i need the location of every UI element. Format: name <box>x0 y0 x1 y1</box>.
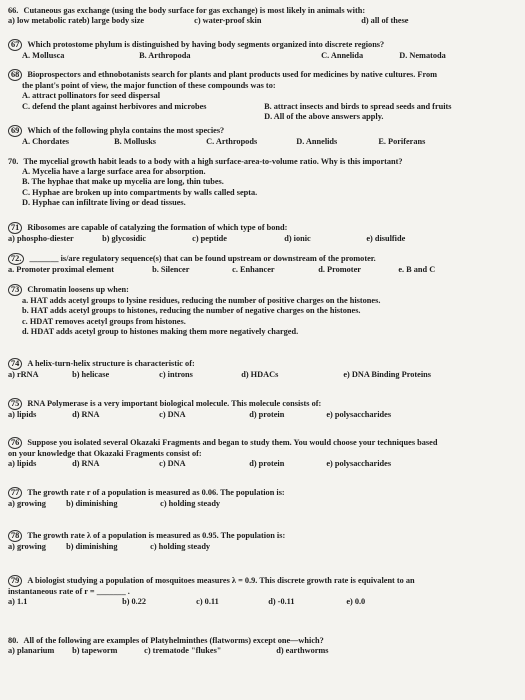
question-75 <box>8 398 520 420</box>
option-c: c) DNA <box>159 410 186 420</box>
question-stem: Which protostome phylum is distinguished by having body segments organized into discrete regions? <box>27 40 385 49</box>
option-b: B. Mollusks <box>114 137 157 147</box>
question-73 <box>8 284 520 337</box>
option-a: A. Mollusca <box>22 51 65 61</box>
question-number: 67 <box>8 39 22 51</box>
question-number: 76 <box>8 437 22 449</box>
option-c: c) trematode "flukes" <box>144 646 222 656</box>
question-number: 72. <box>8 253 24 265</box>
question-number: 77 <box>8 487 22 499</box>
option-c: C. defend the plant against herbivores and microbes <box>22 101 207 111</box>
options-row <box>8 137 520 147</box>
question-71 <box>8 222 520 244</box>
option-a: a) 1.1 <box>8 597 28 607</box>
option-d: d) HDACs <box>241 370 279 380</box>
option-a: a) growing <box>8 499 46 509</box>
option-b: b) diminishing <box>66 499 118 509</box>
options-row <box>8 370 520 380</box>
question-number: 78 <box>8 530 22 542</box>
options-row <box>8 265 520 275</box>
question-stem: Ribosomes are capable of catalyzing the formation of which type of bond: <box>27 223 288 232</box>
options-row <box>8 459 520 469</box>
option-a: A. Chordates <box>22 137 70 147</box>
option-c: C. Annelida <box>321 51 364 61</box>
option-e: e. B and C <box>398 265 436 275</box>
options-row <box>8 646 520 656</box>
options-row <box>8 16 520 26</box>
option-c: c) introns <box>159 370 193 380</box>
question-number: 66. <box>8 6 19 15</box>
question-74 <box>8 358 520 380</box>
question-79 <box>8 575 520 608</box>
option-a: A. Mycelia have a large surface area for absorption. <box>22 167 206 177</box>
option-d: D. All of the above answers apply. <box>264 111 384 121</box>
option-d: d) protein <box>249 459 285 469</box>
option-e: E. Poriferans <box>378 137 426 147</box>
options-row <box>8 597 520 607</box>
option-a: a) growing <box>8 542 46 552</box>
question-stem-line-1: Bioprospectors and ethnobotanists search for plants and plant products used for medicines by native cultures. From <box>27 70 438 79</box>
options-row <box>8 542 520 552</box>
question-stem-line-2: instantaneous rate of r = _______ . <box>8 587 130 597</box>
question-stem: All of the following are examples of Platyhelminthes (flatworms) except one—which? <box>23 636 324 645</box>
option-e: e) DNA Binding Proteins <box>343 370 431 380</box>
question-number: 73 <box>8 284 22 296</box>
option-b: b) glycosidic <box>102 234 147 244</box>
question-stem-line-2: on your knowledge that Okazaki Fragments consist of: <box>8 449 202 459</box>
question-number: 75 <box>8 398 22 410</box>
options-row <box>8 51 520 61</box>
option-c: C. Hyphae are broken up into compartments by walls called septa. <box>22 187 258 197</box>
option-d: d) ionic <box>284 234 311 244</box>
option-e: e) polysaccharides <box>326 459 392 469</box>
option-a: a) rRNA <box>8 370 39 380</box>
option-b: b) tapeworm <box>72 646 118 656</box>
option-a: a) phospho-diester <box>8 234 74 244</box>
option-b: B. attract insects and birds to spread seeds and fruits <box>264 101 452 111</box>
option-d: d) protein <box>249 410 285 420</box>
options-row <box>8 102 520 112</box>
option-b: B. The hyphae that make up mycelia are long, thin tubes. <box>22 177 224 187</box>
options-row <box>8 410 520 420</box>
question-80 <box>8 636 520 656</box>
question-stem: The growth rate r of a population is measured as 0.06. The population is: <box>27 488 285 497</box>
option-e: e) disulfide <box>366 234 406 244</box>
option-a: a) low metabolic rate <box>8 16 83 26</box>
question-number: 80. <box>8 636 19 645</box>
option-a: a) lipids <box>8 459 37 469</box>
question-stem: A helix-turn-helix structure is characteristic of: <box>27 359 195 368</box>
option-c: c. Enhancer <box>232 265 275 275</box>
option-b: b) 0.22 <box>122 597 147 607</box>
option-c: c) 0.11 <box>196 597 219 607</box>
option-a: a. Promoter proximal element <box>8 265 114 275</box>
question-67 <box>8 39 520 61</box>
question-stem: Which of the following phyla contains the most species? <box>27 126 225 135</box>
question-70 <box>8 157 520 208</box>
option-a: a) lipids <box>8 410 37 420</box>
question-stem: RNA Polymerase is a very important biological molecule. This molecule consists of: <box>27 399 322 408</box>
options-row <box>8 499 520 509</box>
question-76 <box>8 437 520 470</box>
question-number: 68 <box>8 69 22 81</box>
question-72 <box>8 253 520 275</box>
question-stem-line-2: the plant's point of view, the major function of these compounds was to: <box>22 81 276 91</box>
option-b: d) RNA <box>72 410 100 420</box>
option-d: d. HDAT adds acetyl group to histones making them more negatively charged. <box>22 326 299 336</box>
question-78 <box>8 530 520 552</box>
option-d: D. Annelids <box>296 137 338 147</box>
option-c: c) peptide <box>192 234 227 244</box>
question-stem-line-1: A biologist studying a population of mosquitoes measures λ = 0.9. This discrete growth rate is equivalent to an <box>27 576 415 585</box>
option-d: d) earthworms <box>276 646 329 656</box>
options-row <box>8 112 520 122</box>
question-stem: The mycelial growth habit leads to a body with a high surface-area-to-volume ratio. Why is this important? <box>23 157 403 166</box>
question-stem: _______ is/are regulatory sequence(s) that can be found upstream or downstream of the promoter. <box>29 254 376 263</box>
option-c: c) water-proof skin <box>194 16 262 26</box>
option-d: d. Promoter <box>318 265 361 275</box>
question-stem: The growth rate λ of a population is measured as 0.95. The population is: <box>27 531 286 540</box>
question-69 <box>8 125 520 147</box>
option-b: b) helicase <box>72 370 110 380</box>
question-68 <box>8 69 520 122</box>
option-b: b. HAT adds acetyl groups to histones, reducing the number of negative charges on the histones. <box>22 306 361 316</box>
option-a: a) planarium <box>8 646 55 656</box>
question-77 <box>8 487 520 509</box>
option-a: A. attract pollinators for seed dispersal <box>22 91 161 101</box>
option-a: a. HAT adds acetyl groups to lysine residues, reducing the number of positive charges on the histones. <box>22 296 381 306</box>
question-number: 79 <box>8 575 22 587</box>
question-number: 71 <box>8 222 22 234</box>
question-number: 69 <box>8 125 22 137</box>
option-d: d) all of these <box>361 16 409 26</box>
option-b: b. Silencer <box>152 265 190 275</box>
option-b: B. Arthropoda <box>139 51 191 61</box>
option-e: e) 0.0 <box>346 597 366 607</box>
option-c: c) DNA <box>159 459 186 469</box>
options-row <box>8 91 520 101</box>
option-e: e) polysaccharides <box>326 410 392 420</box>
question-stem-line-1: Suppose you isolated several Okazaki Fragments and began to study them. You would choose your techniques based <box>27 438 438 447</box>
option-c: C. Arthropods <box>206 137 258 147</box>
option-d: D. Nematoda <box>399 51 446 61</box>
option-d: D. Hyphae can infiltrate living or dead tissues. <box>22 197 186 207</box>
question-stem: Chromatin loosens up when: <box>27 285 129 294</box>
option-c: c) holding steady <box>160 499 221 509</box>
option-c: c) holding steady <box>150 542 211 552</box>
option-b: b) diminishing <box>66 542 118 552</box>
question-stem: Cutaneous gas exchange (using the body surface for gas exchange) is most likely in animals with: <box>23 6 366 15</box>
option-b: b) large body size <box>82 16 145 26</box>
options-row <box>8 234 520 244</box>
option-b: d) RNA <box>72 459 100 469</box>
option-c: c. HDAT removes acetyl groups from histones. <box>22 316 186 326</box>
question-number: 74 <box>8 358 22 370</box>
question-66 <box>8 6 520 26</box>
option-d: d) -0.11 <box>268 597 295 607</box>
question-number: 70. <box>8 157 19 166</box>
